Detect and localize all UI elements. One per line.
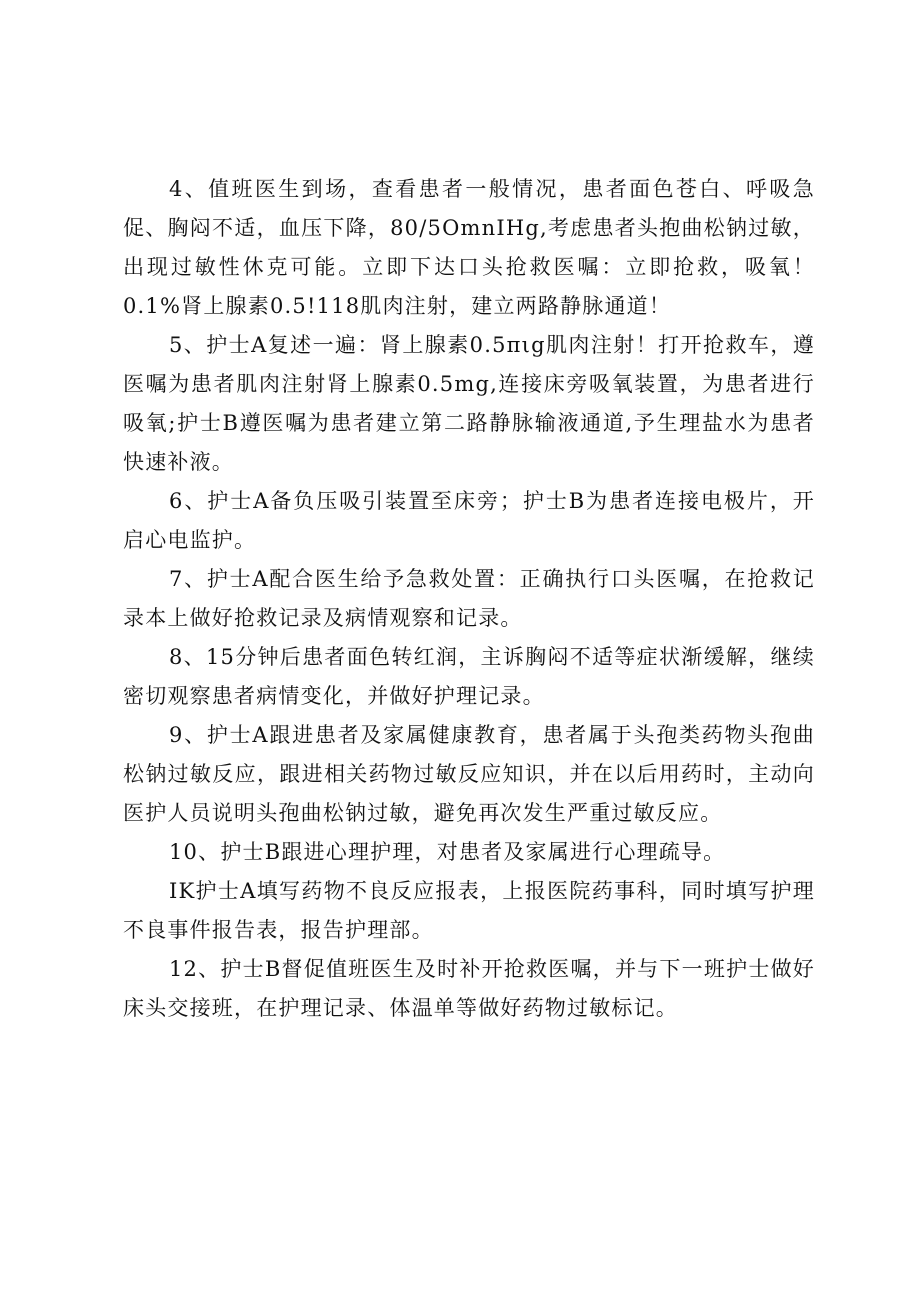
document-body [123,170,815,1028]
paragraph-step-4: 4、值班医生到场，查看患者一般情况，患者面色苍白、呼吸急促、胸闷不适，血压下降，80/5OmnIHg,考虑患者头抱曲松钠过敏，出现过敏性休克可能。立即下达口头抢救医嘱：立即抢救，吸氧！0.1%肾上腺素0.5!118肌肉注射，建立两路静脉通道！ [123,177,815,318]
paragraph-step-12: 12、护士B督促值班医生及时补开抢救医嘱，并与下一班护士做好床头交接班，在护理记录、体温单等做好药物过敏标记。 [123,957,815,1020]
paragraph-step-7: 7、护士A配合医生给予急救处置：正确执行口头医嘱，在抢救记录本上做好抢救记录及病情观察和记录。 [123,567,815,630]
paragraph-step-8: 8、15分钟后患者面色转红润，主诉胸闷不适等症状渐缓解，继续密切观察患者病情变化，并做好护理记录。 [123,645,815,708]
paragraph-step-10: 10、护士B跟进心理护理，对患者及家属进行心理疏导。 [169,840,726,864]
paragraph-step-6: 6、护士A备负压吸引装置至床旁；护士B为患者连接电极片，开启心电监护。 [123,489,815,552]
paragraph-step-9: 9、护士A跟进患者及家属健康教育，患者属于头孢类药物头孢曲松钠过敏反应，跟进相关药物过敏反应知识，并在以后用药时，主动向医护人员说明头孢曲松钠过敏，避免再次发生严重过敏反应。 [123,723,815,825]
paragraph-step-5: 5、护士A复述一遍：肾上腺素0.5πιg肌肉注射！打开抢救车，遵医嘱为患者肌肉注射肾上腺素0.5mg,连接床旁吸氧装置，为患者进行吸氧;护士B遵医嘱为患者建立第二路静脉输液通道,予生理盐水为患者快速补液。 [123,333,815,474]
paragraph-step-11: IK护士A填写药物不良反应报表，上报医院药事科，同时填写护理不良事件报告表，报告护理部。 [123,879,815,942]
